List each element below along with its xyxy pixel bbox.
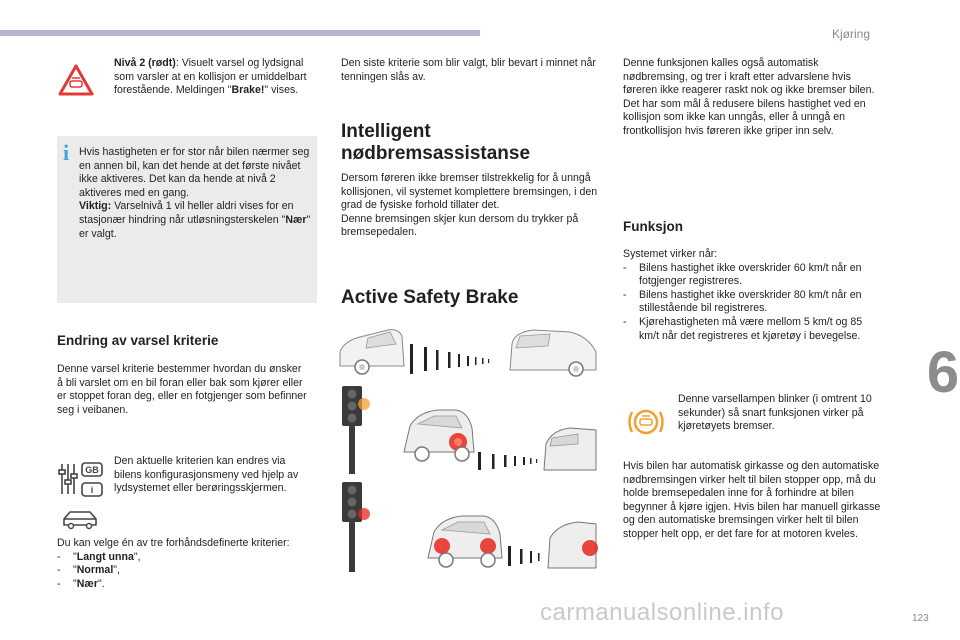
gb-label: GB bbox=[85, 465, 99, 475]
info-rest: Varselnivå 1 vil heller aldri vises for en stasjonær hindring når utløsningsterskelen " bbox=[79, 200, 294, 226]
red-warning-triangle-icon bbox=[58, 64, 94, 101]
info-icon: i bbox=[63, 140, 70, 165]
level-2-label: Nivå 2 (rødt) bbox=[114, 57, 176, 69]
aeb-text-2: Denne bremsingen skjer kun dersom du trykker på bremsepedalen. bbox=[341, 212, 579, 239]
config-menu-icon bbox=[58, 460, 106, 505]
aeb-text-1: Dersom føreren ikke bremser tilstrekkelig for å unngå kollisjonen, vil systemet komplettere bremsingen, i den grad de fysiske forhold tillater det. bbox=[341, 172, 598, 212]
config-text: Den aktuelle kriterien kan endres via bilens konfigurasjonsmeny ved hjelp av lydsystemet eller berøringsskjermen. bbox=[114, 455, 299, 495]
info-near: Nær bbox=[285, 213, 307, 226]
info-box bbox=[57, 136, 317, 303]
info-important: Viktig: bbox=[79, 200, 112, 213]
level-2-text: : Visuelt varsel og lydsignal som varsler at en kollisjon er umiddelbart forestående. Meldingen " bbox=[114, 57, 307, 97]
i-label: i bbox=[90, 485, 94, 495]
section-title: Kjøring bbox=[832, 27, 871, 41]
info-end: " er valgt. bbox=[79, 213, 311, 240]
conditions-block bbox=[623, 248, 885, 343]
option-item: - "Normal", bbox=[57, 564, 307, 578]
illustration-stage-1 bbox=[338, 322, 600, 378]
works-when-text: Systemet virker når: bbox=[623, 248, 718, 260]
choose-text: Du kan velge én av tre forhåndsdefinerte kriterier: bbox=[57, 537, 290, 549]
last-criteria-text: Den siste kriterie som blir valgt, blir bevart i minnet når tenningen slås av. bbox=[341, 57, 596, 83]
heading-emergency-brake-assist: Intelligent nødbremsassistanse bbox=[341, 121, 531, 164]
brake-message: Brake! bbox=[231, 84, 265, 97]
level-2-description bbox=[114, 57, 314, 98]
asb-intro-1: Denne funksjonen kalles også automatisk nødbremsing, og trer i kraft etter advarslene hvis føreren ikke reagerer raskt nok og ikke bremser bilen. bbox=[623, 57, 875, 97]
illustration-stage-2 bbox=[338, 382, 600, 474]
page-number: 123 bbox=[912, 613, 929, 624]
brake-warning-lamp-icon bbox=[626, 402, 666, 447]
level-2-end: " vises. bbox=[264, 84, 299, 97]
condition-item: - Bilens hastighet ikke overskrider 60 km/t når en fotgjenger registreres. bbox=[623, 262, 885, 289]
option-item: - "Langt unna", bbox=[57, 551, 307, 565]
touchscreen-car-icon bbox=[60, 507, 100, 536]
asb-intro-2: Det har som mål å redusere bilens hastighet ved en kollisjon som ikke kan unngås, eller å unngå en frontkollisjon hvis føreren ikke griper inn selv. bbox=[623, 97, 866, 137]
option-item: - "Nær". bbox=[57, 578, 307, 592]
watermark: carmanualsonline.info bbox=[540, 599, 784, 626]
illustration-stage-3 bbox=[338, 478, 600, 572]
header-accent-bar bbox=[0, 30, 480, 36]
info-paragraph: Hvis hastigheten er for stor når bilen nærmer seg en annen bil, kan det hende at det første nivået ikke aktiveres. Det kan da hende at nivå 2 aktiveres med en gang. bbox=[79, 146, 310, 199]
change-criteria-text: Denne varsel kriterie bestemmer hvordan du ønsker å bli varslet om en bil foran eller bak som kjører eller er stoppet foran deg, eller en fotgjenger som befinner seg i veibanen. bbox=[57, 363, 307, 416]
lamp-text: Denne varsellampen blinker (i omtrent 10 sekunder) så snart funksjonen virker på kjøretøyets bremser. bbox=[678, 393, 872, 433]
chapter-number: 6 bbox=[926, 333, 960, 413]
options-block bbox=[57, 537, 307, 591]
condition-item: - Kjørehastigheten må være mellom 5 km/t og 85 km/t når det registreres et kjøretøy i bevegelse. bbox=[623, 316, 885, 343]
heading-function: Funksjon bbox=[623, 219, 683, 234]
heading-change-criteria: Endring av varsel kriterie bbox=[57, 333, 219, 348]
gearbox-text: Hvis bilen har automatisk girkasse og den automatiske nødbremsingen virker helt til bilen stopper opp, må du holde bremsepedalen inne for å forhindre at bilen begynner å kjøre igjen. Hvis bilen har manuell girkasse og den automatiske bremsingen virker helt til bilen stopper helt opp, er det fare for at motoren kveles. bbox=[623, 460, 881, 540]
heading-active-safety-brake: Active Safety Brake bbox=[341, 287, 519, 308]
condition-item: - Bilens hastighet ikke overskrider 80 km/t når en stillestående bil registreres. bbox=[623, 289, 885, 316]
